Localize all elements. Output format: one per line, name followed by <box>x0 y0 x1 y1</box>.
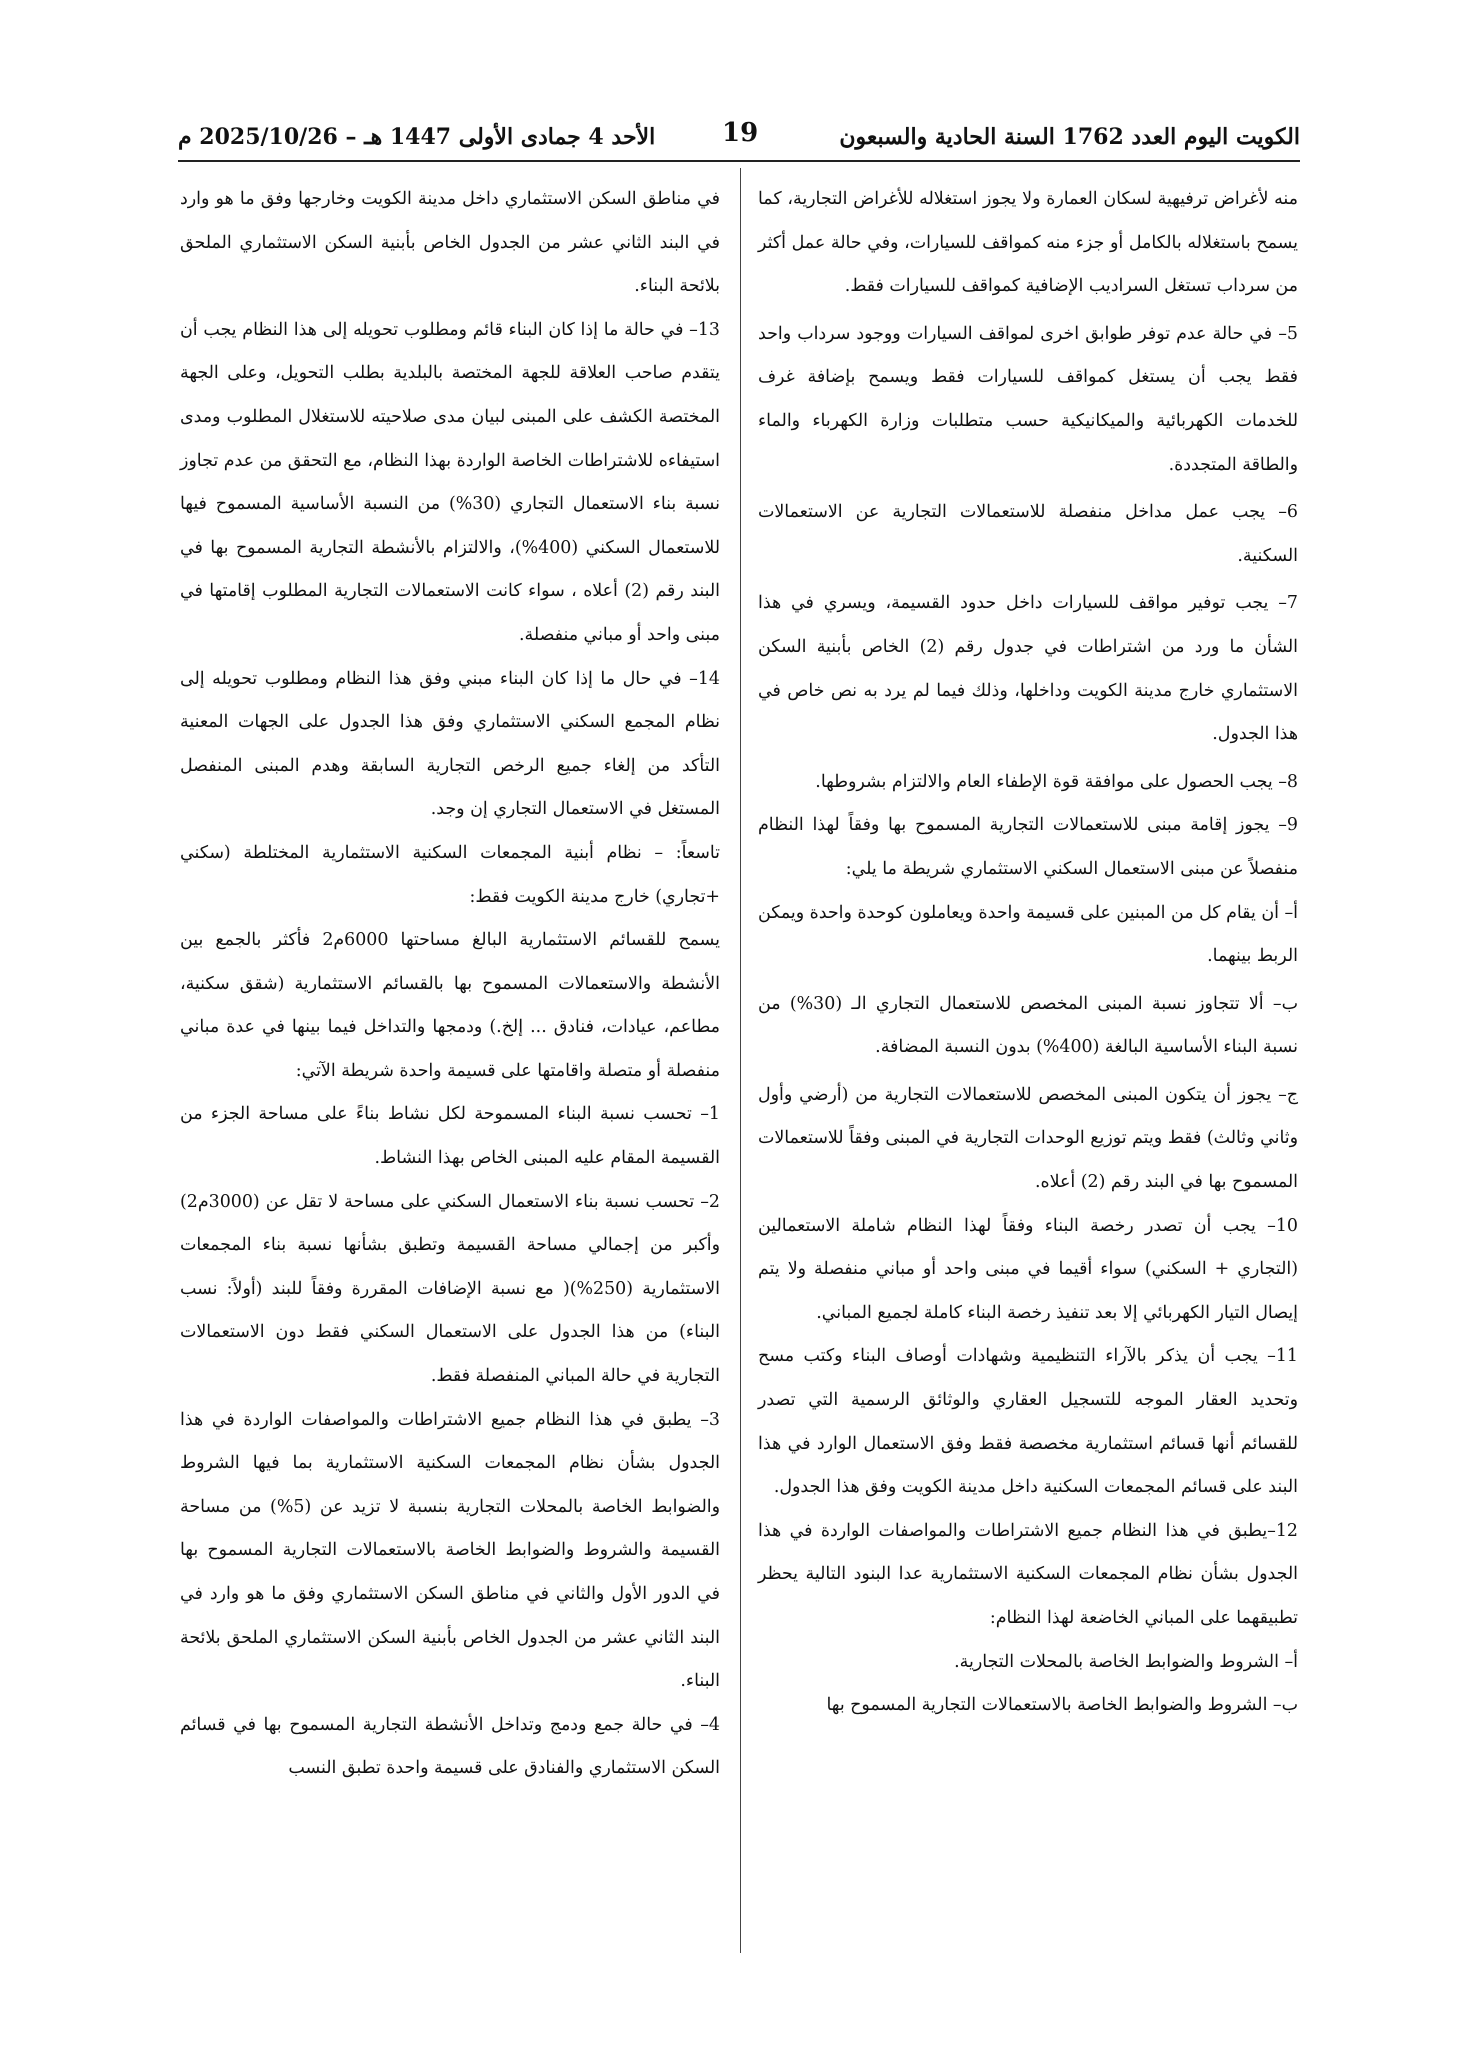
paragraph: 5– في حالة عدم توفر طوابق اخرى لمواقف السيارات ووجود سرداب واحد فقط يجب أن يستغل كمواقف للسيارات فقط ويسمح بإضافة غرف للخدمات الكهربائية والميكانيكية حسب متطلبات وزارة الكهرباء والماء والطاقة المتجددة. <box>758 323 1298 475</box>
paragraph: أ– أن يقام كل من المبنين على قسيمة واحدة ويعاملون كوحدة واحدة ويمكن الربط بينهما. <box>757 902 1298 967</box>
paragraph: 14– في حال ما إذا كان البناء مبني وفق هذا النظام ومطلوب تحويله إلى نظام المجمع السكني الاستثماري وفق هذا الجدول على الجهات المعنية التأكد من إلغاء جميع الرخص التجارية السابقة وهدم المبنى المنفصل المستغل في الاستعمال التجاري إن وجد. <box>180 668 720 820</box>
paragraph: ب– ألا تتجاوز نسبة المبنى المخصص للاستعمال التجاري الـ (30%) من نسبة البناء الأساسية البالغة (400%) بدون النسبة المضافة. <box>758 993 1298 1058</box>
paragraph: 4– في حالة جمع ودمج وتداخل الأنشطة التجارية المسموح بها في قسائم السكن الاستثماري والفنادق على قسيمة واحدة تطبق النسب <box>180 1714 720 1779</box>
paragraph: تاسعاً: – نظام أبنية المجمعات السكنية الاستثمارية المختلطة (سكني +تجاري) خارج مدينة الكويت فقط: <box>180 842 720 907</box>
header-divider <box>178 160 1300 162</box>
page-header <box>178 118 1300 158</box>
paragraph: 11– يجب أن يذكر بالآراء التنظيمية وشهادات أوصاف البناء وكتب مسح وتحديد العقار الموجه للتسجيل العقاري والوثائق الرسمية التي تصدر للقسائم أنها قسائم استثمارية مخصصة فقط وفق الاستعمال الوارد في هذا البند على قسائم المجمعات السكنية داخل مدينة الكويت وفق هذا الجدول. <box>758 1346 1298 1498</box>
paragraph: ب– الشروط والضوابط الخاصة بالاستعمالات التجارية المسموح بها <box>826 1695 1298 1716</box>
right-column <box>758 178 1298 1728</box>
paragraph: 7– يجب توفير مواقف للسيارات داخل حدود القسيمة، ويسري في هذا الشأن ما ورد من اشتراطات في جدول رقم (2) الخاص بأبنية السكن الاستثماري خارج مدينة الكويت وداخلها، وذلك فيما لم يرد به نص خاص في هذا الجدول. <box>758 593 1298 745</box>
paragraph: 8– يجب الحصول على موافقة قوة الإطفاء العام والالتزام بشروطها. <box>815 771 1298 792</box>
paragraph: أ– الشروط والضوابط الخاصة بالمحلات التجارية. <box>954 1651 1298 1672</box>
paragraph: 3– يطبق في هذا النظام جميع الاشتراطات والمواصفات الواردة في هذا الجدول بشأن نظام المجمعات السكنية الاستثمارية بما فيها الشروط والضوابط الخاصة بالمحلات التجارية بنسبة لا تزيد عن (5%) من مساحة القسيمة والشروط والضوابط الخاصة بالاستعمالات التجارية المسموح بها في الدور الأول والثاني في مناطق السكن الاستثماري وفق ما هو وارد في البند الثاني عشر من الجدول الخاص بأبنية السكن الاستثماري الملحق بلائحة البناء. <box>180 1409 720 1692</box>
paragraph: 10– يجب أن تصدر رخصة البناء وفقاً لهذا النظام شاملة الاستعمالين (التجاري + السكني) سواء أقيما في مبنى واحد أو مباني منفصلة ولا يتم إيصال التيار الكهربائي إلا بعد تنفيذ رخصة البناء كاملة لجميع المباني. <box>758 1215 1298 1323</box>
paragraph: ج– يجوز أن يتكون المبنى المخصص للاستعمالات التجارية من (أرضي وأول وثاني وثالث) فقط ويتم توزيع الوحدات التجارية في المبنى وفقاً للاستعمالات المسموح بها في البند رقم (2) أعلاه. <box>758 1084 1298 1193</box>
paragraph: 2– تحسب نسبة بناء الاستعمال السكني على مساحة لا تقل عن (3000م2) وأكبر من إجمالي مساحة القسيمة وتطبق بشأنها نسبة بناء المجمعات الاستثمارية (250%)( مع نسبة الإضافات المقررة وفقاً للبند (أولاً: نسب البناء) من هذا الجدول على الاستعمال السكني فقط دون الاستعمالات التجارية في حالة المباني المنفصلة فقط. <box>180 1191 720 1387</box>
paragraph: 12–يطبق في هذا النظام جميع الاشتراطات والمواصفات الواردة في هذا الجدول بشأن نظام المجمعات السكنية الاستثمارية عدا البنود التالية يحظر تطبيقهما على المباني الخاضعة لهذا النظام: <box>758 1520 1298 1628</box>
paragraph: 6– يجب عمل مداخل منفصلة للاستعمالات التجارية عن الاستعمالات السكنية. <box>758 502 1298 566</box>
gazette-title: الكويت اليوم العدد 1762 السنة الحادية والسبعون <box>839 124 1300 150</box>
paragraph: منه لأغراض ترفيهية لسكان العمارة ولا يجوز استغلاله للأغراض التجارية، كما يسمح باستغلاله بالكامل أو جزء منه كمواقف للسيارات، وفي حالة عمل أكثر من سرداب تستغل السراديب الإضافية كمواقف للسيارات فقط. <box>758 189 1298 297</box>
paragraph: في مناطق السكن الاستثماري داخل مدينة الكويت وخارجها وفق ما هو وارد في البند الثاني عشر من الجدول الخاص بأبنية السكن الاستثماري الملحق بلائحة البناء. <box>180 189 720 297</box>
issue-date: الأحد 4 جمادى الأولى 1447 هـ – 2025/10/26 م <box>178 124 656 150</box>
paragraph: 9– يجوز إقامة مبنى للاستعمالات التجارية المسموح بها وفقاً لهذا النظام منفصلاً عن مبنى الاستعمال السكني الاستثماري شريطة ما يلي: <box>758 815 1298 879</box>
paragraph: يسمح للقسائم الاستثمارية البالغ مساحتها 6000م2 فأكثر بالجمع بين الأنشطة والاستعمالات المسموح بها بالقسائم الاستثمارية (شقق سكنية، مطاعم، عيادات، فنادق ... إلخ.) ودمجها والتداخل فيما بينها في عدة مباني منفصلة أو متصلة واقامتها على قسيمة واحدة شريطة الآتي: <box>180 930 720 1081</box>
paragraph: 13– في حالة ما إذا كان البناء قائم ومطلوب تحويله إلى هذا النظام يجب أن يتقدم صاحب العلاقة للجهة المختصة بالبلدية بطلب التحويل، وعلى الجهة المختصة الكشف على المبنى لبيان مدى صلاحيته للاستغلال المطلوب ومدى استيفاءه للاشتراطات الخاصة الواردة بهذا النظام، مع التحقق من عدم تجاوز نسبة بناء الاستعمال التجاري (30%) من النسبة الأساسية المسموح فيها للاستعمال السكني (400%)، والالتزام بالأنشطة التجارية المسموح بها في البند رقم (2) أعلاه ، سواء كانت الاستعمالات التجارية المطلوب إقامتها في مبنى واحد أو مباني منفصلة. <box>180 319 720 645</box>
column-divider <box>740 168 741 1953</box>
left-column <box>180 178 720 1791</box>
page-number: 19 <box>722 118 759 148</box>
paragraph: 1– تحسب نسبة البناء المسموحة لكل نشاط بناءً على مساحة الجزء من القسيمة المقام عليه المبنى الخاص بهذا النشاط. <box>180 1104 720 1169</box>
